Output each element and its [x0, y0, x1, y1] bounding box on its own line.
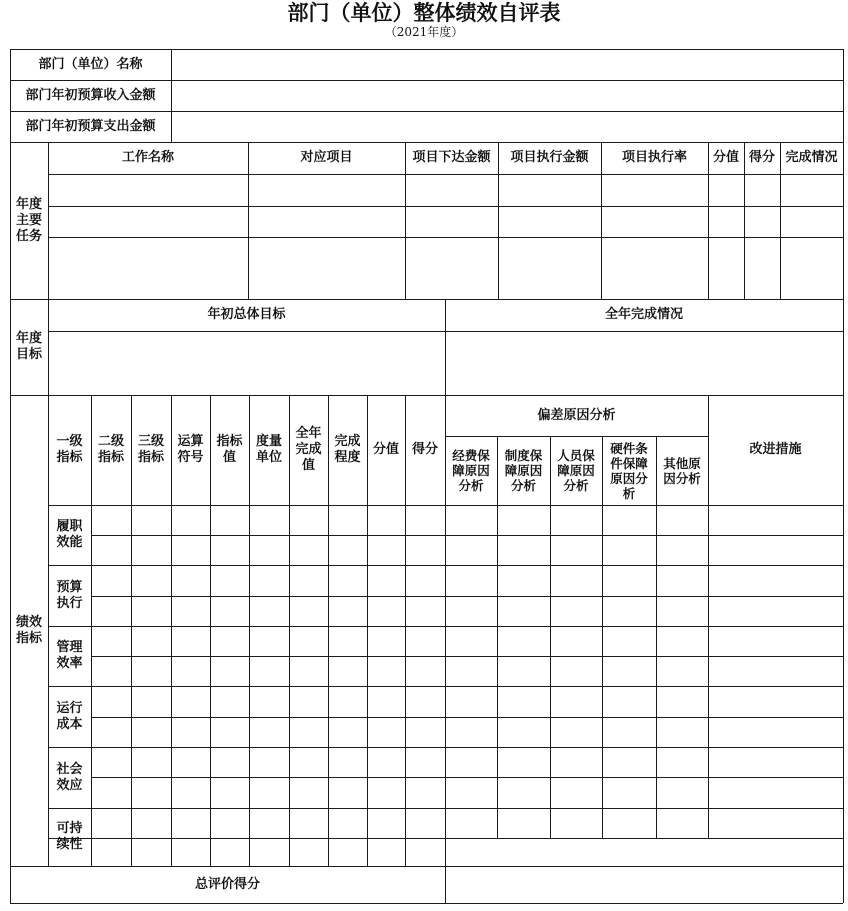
indicator-header-8-text: 分值 [372, 442, 399, 457]
section-annual-goals-text: 年度 目标 [15, 331, 42, 362]
label-expense-text: 部门年初预算支出金额 [25, 118, 156, 134]
deviation-cell[interactable] [445, 626, 497, 656]
indicator-cell[interactable] [328, 505, 367, 535]
input-expense[interactable] [171, 111, 843, 142]
indicator-cell[interactable] [171, 656, 210, 686]
indicator-cell[interactable] [249, 626, 289, 656]
indicator-cell[interactable] [405, 535, 445, 565]
task-cell[interactable] [405, 206, 498, 237]
input-income[interactable] [171, 80, 843, 111]
indicator-cell[interactable] [91, 626, 131, 656]
task-header-7-text: 完成情况 [785, 150, 838, 165]
deviation-cell[interactable] [656, 565, 708, 596]
indicator-cell[interactable] [171, 747, 210, 777]
indicator-header-5-text: 度量 单位 [255, 434, 282, 465]
deviation-cell[interactable] [550, 777, 602, 808]
task-cell[interactable] [780, 174, 843, 206]
section-annual-goals [10, 299, 48, 395]
indicator-cell[interactable] [210, 686, 249, 717]
indicator-cell[interactable] [210, 838, 249, 866]
indicator-cell[interactable] [367, 535, 405, 565]
goal-completion-header [445, 299, 843, 331]
deviation-cell[interactable] [497, 596, 550, 626]
label-income [10, 80, 171, 111]
deviation-cell[interactable] [656, 808, 708, 838]
indicator-cell[interactable] [328, 596, 367, 626]
indicator-cell[interactable] [249, 565, 289, 596]
indicator-cell[interactable] [210, 565, 249, 596]
indicator-cell[interactable] [91, 808, 131, 838]
indicator-header-5 [249, 395, 289, 505]
indicator-cell[interactable] [289, 838, 328, 866]
deviation-header-2 [550, 436, 602, 505]
deviation-cell[interactable] [445, 565, 497, 596]
indicator-cell[interactable] [171, 686, 210, 717]
task-header-1 [248, 142, 405, 174]
task-cell[interactable] [405, 174, 498, 206]
indicator-cell[interactable] [131, 717, 171, 747]
indicator-cell[interactable] [131, 656, 171, 686]
task-header-2-text: 项目下达金额 [412, 150, 491, 165]
deviation-cell[interactable] [656, 505, 708, 535]
deviation-cell[interactable] [602, 596, 656, 626]
form-title: 部门（单位）整体绩效自评表 [287, 0, 561, 25]
indicator-cell[interactable] [249, 656, 289, 686]
deviation-cell[interactable] [602, 505, 656, 535]
goal-initial-header [48, 299, 445, 331]
indicator-cell[interactable] [328, 777, 367, 808]
task-header-1-text: 对应项目 [300, 150, 353, 165]
indicator-cell[interactable] [367, 747, 405, 777]
deviation-cell[interactable] [550, 717, 602, 747]
task-cell[interactable] [248, 174, 405, 206]
indicator-cell[interactable] [328, 626, 367, 656]
indicator-header-7 [328, 395, 367, 505]
indicator-cell[interactable] [328, 565, 367, 596]
task-header-6 [744, 142, 780, 174]
deviation-cell[interactable] [497, 626, 550, 656]
task-header-5 [708, 142, 744, 174]
task-cell[interactable] [248, 206, 405, 237]
indicator-cell[interactable] [91, 535, 131, 565]
improvement-cell[interactable] [708, 505, 843, 535]
deviation-header-1 [497, 436, 550, 505]
deviation-header-3-text: 硬件条 件保障 原因分 析 [610, 440, 648, 501]
indicator-category-1 [48, 565, 91, 626]
deviation-cell[interactable] [656, 777, 708, 808]
deviation-cell[interactable] [602, 626, 656, 656]
indicator-category-4 [48, 747, 91, 808]
indicator-cell[interactable] [405, 626, 445, 656]
improvement-header [708, 395, 843, 505]
indicator-cell[interactable] [210, 596, 249, 626]
indicator-header-3-text: 运算 符号 [177, 434, 204, 465]
improvement-cell[interactable] [708, 717, 843, 747]
improvement-cell[interactable] [708, 686, 843, 717]
deviation-header-4 [656, 436, 708, 505]
deviation-cell[interactable] [497, 686, 550, 717]
indicator-cell[interactable] [131, 535, 171, 565]
task-cell[interactable] [601, 268, 708, 299]
improvement-cell[interactable] [708, 656, 843, 686]
indicator-header-2-text: 三级 指标 [137, 434, 164, 465]
indicator-cell[interactable] [91, 838, 131, 866]
deviation-cell[interactable] [497, 717, 550, 747]
indicator-cell[interactable] [367, 808, 405, 838]
task-cell[interactable] [744, 268, 780, 299]
indicator-cell[interactable] [210, 505, 249, 535]
task-header-0-text: 工作名称 [121, 150, 174, 165]
deviation-cell[interactable] [656, 596, 708, 626]
section-annual-tasks-text: 年度 主要 任务 [15, 196, 42, 244]
deviation-cell[interactable] [656, 717, 708, 747]
indicator-cell[interactable] [171, 596, 210, 626]
indicator-cell[interactable] [289, 656, 328, 686]
deviation-cell[interactable] [445, 505, 497, 535]
task-header-7 [780, 142, 843, 174]
label-dept-name [10, 49, 171, 80]
improvement-cell[interactable] [708, 626, 843, 656]
deviation-cell[interactable] [445, 717, 497, 747]
deviation-cell[interactable] [497, 535, 550, 565]
deviation-cell[interactable] [656, 747, 708, 777]
deviation-header-4-text: 其他原 因分析 [663, 455, 701, 486]
deviation-cell[interactable] [602, 808, 656, 838]
indicator-category-4-text: 社会 效应 [56, 761, 83, 793]
indicator-header-0 [48, 395, 91, 505]
indicator-cell[interactable] [249, 777, 289, 808]
deviation-cell[interactable] [602, 747, 656, 777]
deviation-header-3 [602, 436, 656, 505]
task-header-3 [498, 142, 601, 174]
indicator-category-3-text: 运行 成本 [56, 700, 83, 732]
indicator-cell[interactable] [131, 838, 171, 866]
indicator-cell[interactable] [289, 596, 328, 626]
task-cell[interactable] [708, 237, 744, 268]
task-header-4 [601, 142, 708, 174]
deviation-cell[interactable] [550, 656, 602, 686]
task-cell[interactable] [498, 206, 601, 237]
task-cell[interactable] [708, 268, 744, 299]
indicator-header-7-text: 完成 程度 [334, 434, 361, 465]
task-cell[interactable] [708, 174, 744, 206]
indicator-cell[interactable] [328, 838, 367, 866]
indicator-cell[interactable] [91, 656, 131, 686]
task-header-2 [405, 142, 498, 174]
indicator-header-1 [91, 395, 131, 505]
task-cell[interactable] [708, 206, 744, 237]
deviation-header-2-text: 人员保 障原因 分析 [557, 448, 595, 493]
label-dept-name-text: 部门（单位）名称 [38, 56, 143, 72]
indicator-cell[interactable] [289, 535, 328, 565]
indicator-cell[interactable] [367, 505, 405, 535]
indicator-category-1-text: 预算 执行 [56, 579, 83, 611]
deviation-cell[interactable] [656, 656, 708, 686]
task-header-5-text: 分值 [712, 150, 739, 165]
label-income-text: 部门年初预算收入金额 [25, 87, 156, 103]
task-cell[interactable] [405, 268, 498, 299]
indicator-cell[interactable] [171, 838, 210, 866]
deviation-cell[interactable] [497, 656, 550, 686]
deviation-analysis-header [445, 395, 708, 436]
task-header-4-text: 项目执行率 [621, 150, 687, 165]
indicator-cell[interactable] [249, 505, 289, 535]
indicator-cell[interactable] [171, 505, 210, 535]
deviation-cell[interactable] [550, 747, 602, 777]
improvement-cell[interactable] [708, 777, 843, 808]
improvement-header-text: 改进措施 [749, 442, 802, 457]
deviation-header-1-text: 制度保 障原因 分析 [504, 448, 543, 493]
indicator-cell[interactable] [131, 747, 171, 777]
indicator-cell[interactable] [249, 596, 289, 626]
indicator-cell[interactable] [210, 656, 249, 686]
task-cell[interactable] [498, 268, 601, 299]
deviation-cell[interactable] [550, 808, 602, 838]
indicator-header-0-text: 一级 指标 [56, 434, 83, 465]
indicator-cell[interactable] [91, 777, 131, 808]
task-cell[interactable] [48, 268, 248, 299]
deviation-cell[interactable] [602, 777, 656, 808]
indicator-cell[interactable] [249, 808, 289, 838]
indicator-cell[interactable] [131, 505, 171, 535]
indicator-cell[interactable] [405, 686, 445, 717]
improvement-cell[interactable] [708, 565, 843, 596]
indicator-cell[interactable] [328, 535, 367, 565]
input-dept-name[interactable] [171, 49, 843, 80]
deviation-cell[interactable] [497, 505, 550, 535]
indicator-cell[interactable] [91, 717, 131, 747]
section-performance-indicators [10, 395, 48, 866]
deviation-cell[interactable] [550, 596, 602, 626]
indicator-cell[interactable] [328, 747, 367, 777]
improvement-cell[interactable] [708, 535, 843, 565]
deviation-cell[interactable] [445, 596, 497, 626]
goal-initial-input[interactable] [48, 331, 445, 395]
deviation-cell[interactable] [550, 565, 602, 596]
indicator-header-2 [131, 395, 171, 505]
indicator-cell[interactable] [289, 626, 328, 656]
deviation-cell[interactable] [445, 535, 497, 565]
deviation-cell[interactable] [656, 535, 708, 565]
deviation-cell[interactable] [497, 777, 550, 808]
deviation-cell[interactable] [445, 656, 497, 686]
deviation-cell[interactable] [550, 505, 602, 535]
indicator-header-9-text: 得分 [411, 442, 438, 457]
total-score-input[interactable] [445, 866, 843, 903]
indicator-cell[interactable] [405, 717, 445, 747]
task-cell[interactable] [48, 206, 248, 237]
indicator-cell[interactable] [171, 717, 210, 747]
deviation-cell[interactable] [497, 747, 550, 777]
indicator-cell[interactable] [405, 505, 445, 535]
indicator-cell[interactable] [289, 808, 328, 838]
improvement-cell[interactable] [708, 596, 843, 626]
indicator-cell[interactable] [210, 717, 249, 747]
deviation-cell[interactable] [602, 717, 656, 747]
indicator-cell[interactable] [131, 777, 171, 808]
task-header-6-text: 得分 [748, 150, 775, 165]
indicator-cell[interactable] [289, 747, 328, 777]
task-cell[interactable] [498, 237, 601, 268]
task-cell[interactable] [744, 237, 780, 268]
indicator-cell[interactable] [405, 777, 445, 808]
indicator-cell[interactable] [91, 596, 131, 626]
indicator-cell[interactable] [131, 686, 171, 717]
indicator-cell[interactable] [91, 747, 131, 777]
deviation-cell[interactable] [550, 626, 602, 656]
task-cell[interactable] [601, 237, 708, 268]
indicator-cell[interactable] [210, 777, 249, 808]
task-cell[interactable] [498, 174, 601, 206]
task-cell[interactable] [601, 174, 708, 206]
indicator-header-6-text: 全年 完成 值 [295, 426, 322, 473]
improvement-cell[interactable] [708, 808, 843, 838]
indicator-category-5-text: 可持 续性 [56, 821, 83, 852]
indicator-cell[interactable] [367, 686, 405, 717]
indicator-cell[interactable] [367, 838, 405, 866]
goal-completion-header-text: 全年完成情况 [604, 307, 683, 322]
indicator-header-6 [289, 395, 328, 505]
indicator-cell[interactable] [131, 808, 171, 838]
label-expense [10, 111, 171, 142]
indicator-cell[interactable] [367, 565, 405, 596]
indicator-cell[interactable] [405, 596, 445, 626]
indicator-cell[interactable] [171, 808, 210, 838]
indicator-header-1-text: 二级 指标 [97, 434, 124, 465]
task-cell[interactable] [248, 237, 405, 268]
improvement-cell[interactable] [708, 747, 843, 777]
task-cell[interactable] [48, 174, 248, 206]
deviation-cell[interactable] [602, 686, 656, 717]
indicator-cell[interactable] [131, 565, 171, 596]
deviation-header-0-text: 经费保 障原因 分析 [452, 448, 490, 493]
indicator-cell[interactable] [131, 596, 171, 626]
indicator-cell[interactable] [210, 747, 249, 777]
form-subtitle: （2021年度） [384, 25, 464, 39]
task-cell[interactable] [48, 237, 248, 268]
indicator-category-5 [48, 808, 91, 866]
indicator-extra-cell[interactable] [445, 838, 843, 866]
indicator-cell[interactable] [367, 596, 405, 626]
indicator-category-0 [48, 505, 91, 565]
deviation-analysis-header-text: 偏差原因分析 [537, 407, 616, 423]
deviation-cell[interactable] [497, 565, 550, 596]
indicator-cell[interactable] [171, 535, 210, 565]
section-annual-tasks [10, 142, 48, 299]
indicator-cell[interactable] [91, 565, 131, 596]
indicator-cell[interactable] [367, 626, 405, 656]
task-header-0 [48, 142, 248, 174]
deviation-cell[interactable] [656, 686, 708, 717]
indicator-category-0-text: 履职 效能 [56, 519, 83, 550]
indicator-cell[interactable] [249, 717, 289, 747]
deviation-cell[interactable] [445, 777, 497, 808]
indicator-cell[interactable] [210, 626, 249, 656]
task-cell[interactable] [248, 268, 405, 299]
deviation-cell[interactable] [602, 565, 656, 596]
indicator-cell[interactable] [405, 565, 445, 596]
indicator-cell[interactable] [171, 777, 210, 808]
deviation-cell[interactable] [445, 747, 497, 777]
task-cell[interactable] [780, 237, 843, 268]
indicator-cell[interactable] [367, 717, 405, 747]
deviation-cell[interactable] [550, 535, 602, 565]
indicator-category-3 [48, 686, 91, 747]
indicator-cell[interactable] [405, 838, 445, 866]
total-score-label-text: 总评价得分 [194, 876, 260, 892]
indicator-cell[interactable] [367, 777, 405, 808]
indicator-cell[interactable] [249, 838, 289, 866]
indicator-cell[interactable] [289, 777, 328, 808]
indicator-header-9 [405, 395, 445, 505]
indicator-cell[interactable] [328, 686, 367, 717]
indicator-cell[interactable] [328, 656, 367, 686]
indicator-cell[interactable] [289, 686, 328, 717]
indicator-header-4 [210, 395, 249, 505]
indicator-cell[interactable] [405, 808, 445, 838]
task-cell[interactable] [744, 206, 780, 237]
indicator-cell[interactable] [289, 565, 328, 596]
task-cell[interactable] [601, 206, 708, 237]
indicator-cell[interactable] [328, 808, 367, 838]
section-performance-indicators-text: 绩效 指标 [15, 614, 42, 646]
indicator-category-2-text: 管理 效率 [56, 640, 83, 671]
task-cell[interactable] [780, 206, 843, 237]
indicator-category-2 [48, 626, 91, 686]
indicator-cell[interactable] [405, 656, 445, 686]
indicator-cell[interactable] [289, 717, 328, 747]
indicator-cell[interactable] [328, 717, 367, 747]
deviation-cell[interactable] [497, 808, 550, 838]
indicator-cell[interactable] [210, 535, 249, 565]
deviation-header-0 [445, 436, 497, 505]
indicator-cell[interactable] [171, 565, 210, 596]
indicator-cell[interactable] [210, 808, 249, 838]
deviation-cell[interactable] [445, 808, 497, 838]
indicator-cell[interactable] [405, 747, 445, 777]
goal-completion-input[interactable] [445, 331, 843, 395]
deviation-cell[interactable] [445, 686, 497, 717]
indicator-cell[interactable] [131, 626, 171, 656]
indicator-cell[interactable] [289, 505, 328, 535]
indicator-cell[interactable] [367, 656, 405, 686]
task-cell[interactable] [780, 268, 843, 299]
indicator-cell[interactable] [249, 686, 289, 717]
indicator-header-8 [367, 395, 405, 505]
goal-initial-header-text: 年初总体目标 [207, 307, 286, 322]
indicator-header-4-text: 指标 值 [216, 434, 243, 465]
deviation-cell[interactable] [602, 656, 656, 686]
task-cell[interactable] [744, 174, 780, 206]
total-score-label [10, 866, 445, 903]
indicator-cell[interactable] [91, 686, 131, 717]
indicator-cell[interactable] [249, 535, 289, 565]
task-cell[interactable] [405, 237, 498, 268]
indicator-cell[interactable] [249, 747, 289, 777]
deviation-cell[interactable] [550, 686, 602, 717]
indicator-cell[interactable] [91, 505, 131, 535]
deviation-cell[interactable] [656, 626, 708, 656]
indicator-cell[interactable] [171, 626, 210, 656]
indicator-header-3 [171, 395, 210, 505]
task-header-3-text: 项目执行金额 [510, 150, 589, 165]
deviation-cell[interactable] [602, 535, 656, 565]
